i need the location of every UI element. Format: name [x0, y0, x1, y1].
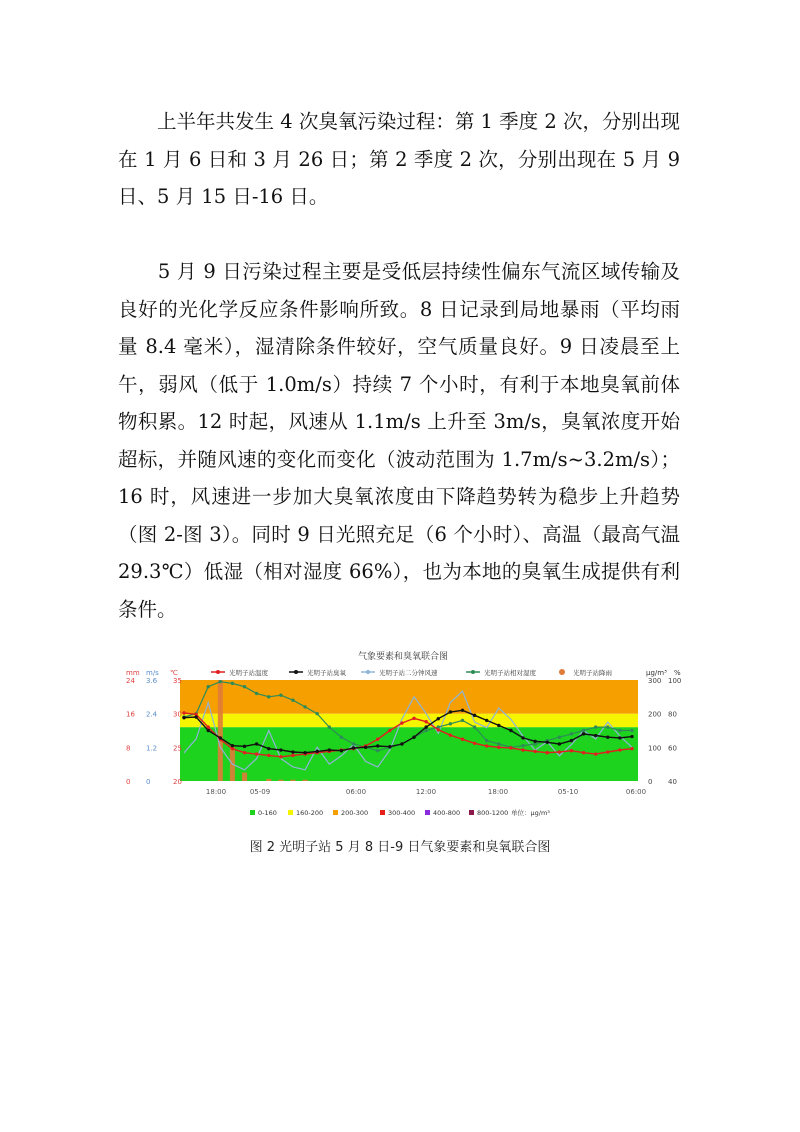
legend-label-3: 光明子站相对湿度: [484, 669, 536, 677]
humidity-point-9: [291, 699, 294, 702]
humidity-point-10: [303, 705, 306, 708]
temperature-point-34: [594, 752, 597, 755]
ozone-point-22: [449, 710, 452, 713]
ozone-point-15: [364, 746, 367, 749]
ozone-point-9: [291, 750, 294, 753]
humidity-point-24: [473, 725, 476, 728]
ozone-point-2: [207, 729, 210, 732]
band-label-5: 800-1200: [477, 809, 509, 817]
temperature-point-5: [243, 751, 246, 754]
humidity-point-14: [352, 742, 355, 745]
ozone-point-28: [521, 736, 524, 739]
temperature-point-4: [231, 747, 234, 750]
temperature-point-16: [376, 738, 379, 741]
humidity-point-2: [207, 685, 210, 688]
ozone-point-5: [243, 745, 246, 748]
tick-o3-3: 0: [648, 778, 653, 786]
humidity-point-28: [521, 744, 524, 747]
tick-mm-2: 8: [126, 744, 131, 753]
tick-temp-2: 25: [173, 744, 182, 753]
tick-temp-3: 20: [173, 778, 182, 786]
ozone-point-29: [533, 740, 536, 743]
tick-ms-0: 3.6: [146, 677, 158, 685]
tick-x-2: 06:00: [345, 788, 367, 796]
tick-mm-3: 0: [126, 778, 131, 786]
humidity-point-13: [340, 736, 343, 739]
temperature-point-27: [509, 746, 512, 749]
temperature-point-6: [255, 752, 258, 755]
humidity-point-8: [279, 693, 282, 696]
humidity-point-26: [497, 742, 500, 745]
ozone-point-36: [618, 736, 621, 739]
band-legend: [250, 808, 550, 817]
ozone-point-0: [182, 716, 185, 719]
band-swatch-0: [250, 810, 255, 815]
tick-ms-2: 1.2: [146, 744, 158, 753]
chart-title: 气象要素和臭氧联合图: [357, 652, 449, 662]
legend-label-0: 光明子站温度: [229, 669, 268, 677]
temperature-point-7: [267, 754, 270, 757]
ozone-point-26: [497, 724, 500, 727]
ozone-point-1: [194, 715, 197, 718]
band-swatch-2: [333, 810, 338, 815]
unit-temp: ℃: [170, 669, 178, 677]
ozone-point-20: [424, 725, 427, 728]
legend-label-2: 光明子站二分钟风速: [379, 669, 438, 677]
humidity-point-3: [219, 680, 222, 683]
ozone-point-14: [352, 746, 355, 749]
temperature-point-23: [461, 738, 464, 741]
temperature-point-28: [521, 748, 524, 751]
unit-ms: m/s: [146, 669, 159, 677]
tick-temp-1: 30: [173, 710, 182, 719]
ozone-point-16: [376, 744, 379, 747]
humidity-point-33: [582, 729, 585, 732]
tick-x-1: 05-09: [249, 788, 271, 796]
ozone-point-35: [606, 736, 609, 739]
ozone-point-32: [570, 739, 573, 742]
ozone-point-13: [340, 749, 343, 752]
temperature-point-9: [291, 754, 294, 757]
temperature-point-8: [279, 755, 282, 758]
ozone-point-11: [315, 750, 318, 753]
temperature-point-37: [630, 747, 633, 750]
unit-rh: %: [674, 669, 681, 677]
tick-x-5: 05-10: [557, 788, 579, 796]
humidity-point-22: [449, 722, 452, 725]
tick-x-0: 18:00: [205, 788, 227, 796]
tick-rh-0: 100: [668, 677, 682, 685]
paragraph-summary: 上半年共发生 4 次臭氧污染过程：第 1 季度 2 次，分别出现在 1 月 6 日和 3 月 26 日；第 2 季度 2 次，分别出现在 5 月 9 日、5 月 15 日-16 日。: [118, 110, 680, 208]
temperature-point-20: [424, 720, 427, 723]
band-swatch-3: [380, 810, 385, 815]
temperature-point-22: [449, 734, 452, 737]
ozone-point-37: [630, 735, 633, 738]
rain-bar-10: [303, 780, 308, 781]
temperature-point-31: [558, 750, 561, 753]
legend-dot-3: [471, 670, 475, 674]
humidity-point-31: [558, 736, 561, 739]
band-unit-label: 单位：μg/m³: [511, 809, 550, 817]
temperature-point-21: [437, 728, 440, 731]
ozone-point-7: [267, 747, 270, 750]
ozone-point-21: [437, 717, 440, 720]
ozone-point-34: [594, 734, 597, 737]
rain-bar-5: [242, 773, 247, 781]
ozone-point-25: [485, 719, 488, 722]
band-200-300: [180, 680, 638, 714]
ozone-point-30: [546, 741, 549, 744]
tick-o3-0: 300: [648, 677, 662, 685]
legend-label-4: 光明子站降雨: [573, 669, 612, 677]
ozone-point-3: [219, 736, 222, 739]
temperature-point-33: [582, 751, 585, 754]
humidity-point-12: [328, 725, 331, 728]
humidity-point-35: [606, 725, 609, 728]
band-swatch-4: [425, 810, 430, 815]
temperature-point-36: [618, 748, 621, 751]
temperature-point-25: [485, 744, 488, 747]
band-label-3: 300-400: [388, 809, 416, 817]
tick-rh-2: 60: [668, 744, 677, 753]
unit-mm: mm: [126, 669, 140, 677]
humidity-point-7: [267, 695, 270, 698]
band-label-4: 400-800: [433, 809, 461, 817]
band-0-160: [180, 727, 638, 781]
chart-svg: [118, 648, 688, 828]
ozone-point-12: [328, 748, 331, 751]
humidity-point-4: [231, 682, 234, 685]
temperature-point-35: [606, 750, 609, 753]
tick-o3-2: 100: [648, 744, 662, 753]
temperature-point-26: [497, 746, 500, 749]
humidity-point-32: [570, 732, 573, 735]
humidity-point-11: [315, 712, 318, 715]
ozone-point-27: [509, 729, 512, 732]
temperature-point-0: [182, 711, 185, 714]
tick-x-3: 12:00: [415, 788, 437, 796]
legend-label-1: 光明子站臭氧: [307, 669, 346, 677]
humidity-point-6: [255, 692, 258, 695]
rain-bar-8: [278, 780, 283, 781]
rain-bar-9: [290, 780, 295, 781]
legend-dot-2: [366, 670, 370, 674]
tick-o3-1: 200: [648, 710, 662, 719]
ozone-point-17: [388, 745, 391, 748]
tick-x-4: 18:00: [487, 788, 509, 796]
ozone-point-19: [412, 736, 415, 739]
tick-mm-1: 16: [126, 710, 135, 719]
temperature-point-17: [388, 729, 391, 732]
humidity-point-37: [630, 729, 633, 732]
humidity-point-25: [485, 739, 488, 742]
ozone-point-33: [582, 732, 585, 735]
ozone-point-24: [473, 714, 476, 717]
temperature-point-30: [546, 751, 549, 754]
temperature-point-24: [473, 742, 476, 745]
humidity-point-16: [376, 749, 379, 752]
ozone-point-10: [303, 751, 306, 754]
humidity-point-36: [618, 729, 621, 732]
tick-temp-0: 35: [173, 677, 182, 685]
unit-o3: μg/m³: [646, 669, 667, 677]
humidity-point-20: [424, 729, 427, 732]
combined-chart: [118, 648, 688, 828]
temperature-point-29: [533, 750, 536, 753]
temperature-point-32: [570, 749, 573, 752]
rain-bar-3: [218, 680, 223, 781]
tick-rh-3: 40: [668, 778, 677, 786]
ozone-point-4: [231, 744, 234, 747]
legend-marker-rain: [559, 669, 565, 675]
temperature-point-18: [400, 721, 403, 724]
ozone-point-8: [279, 748, 282, 751]
temperature-point-19: [412, 717, 415, 720]
figure-caption: 图 2 光明子站 5 月 8 日-9 日气象要素和臭氧联合图: [249, 840, 551, 855]
chart-legend: [211, 668, 613, 677]
ozone-point-6: [255, 742, 258, 745]
band-label-1: 160-200: [296, 809, 324, 817]
humidity-point-34: [594, 725, 597, 728]
tick-ms-1: 2.4: [146, 710, 158, 719]
rain-bar-7: [266, 779, 271, 781]
tick-rh-1: 80: [668, 710, 677, 719]
tick-ms-3: 0: [146, 778, 151, 786]
ozone-point-18: [400, 742, 403, 745]
humidity-point-23: [461, 719, 464, 722]
paragraph-analysis: 5 月 9 日污染过程主要是受低层持续性偏东气流区域传输及良好的光化学反应条件影响所致。8 日记录到局地暴雨（平均雨量 8.4 毫米），湿清除条件较好，空气质量良好。9 日凌晨至上午，弱风（低于 1.0m/s）持续 7 个小时，有利于本地臭氧前体物积累。12 时起，风速从 1.1m/s 上升至 3m/s，臭氧浓度开始超标，并随风速的变化而变化（波动范围为 1.7m/s~3.2m/s）；16 时，风速进一步加大臭氧浓度由下降趋势转为稳步上升趋势（图 2-图 3）。同时 9 日光照充足（6 个小时）、高温（最高气温 29.3℃）低湿（相对湿度 66%），也为本地的臭氧生成提供有利条件。: [118, 260, 680, 621]
legend-dot-1: [294, 670, 298, 674]
ozone-point-23: [461, 709, 464, 712]
band-label-2: 200-300: [341, 809, 369, 817]
tick-x-6: 06:00: [625, 788, 647, 796]
ozone-point-31: [558, 742, 561, 745]
band-label-0: 0-160: [258, 809, 277, 817]
legend-dot-0: [216, 670, 220, 674]
band-swatch-1: [288, 810, 293, 815]
band-swatch-5: [469, 810, 474, 815]
humidity-point-5: [243, 685, 246, 688]
tick-mm-0: 24: [126, 677, 135, 685]
